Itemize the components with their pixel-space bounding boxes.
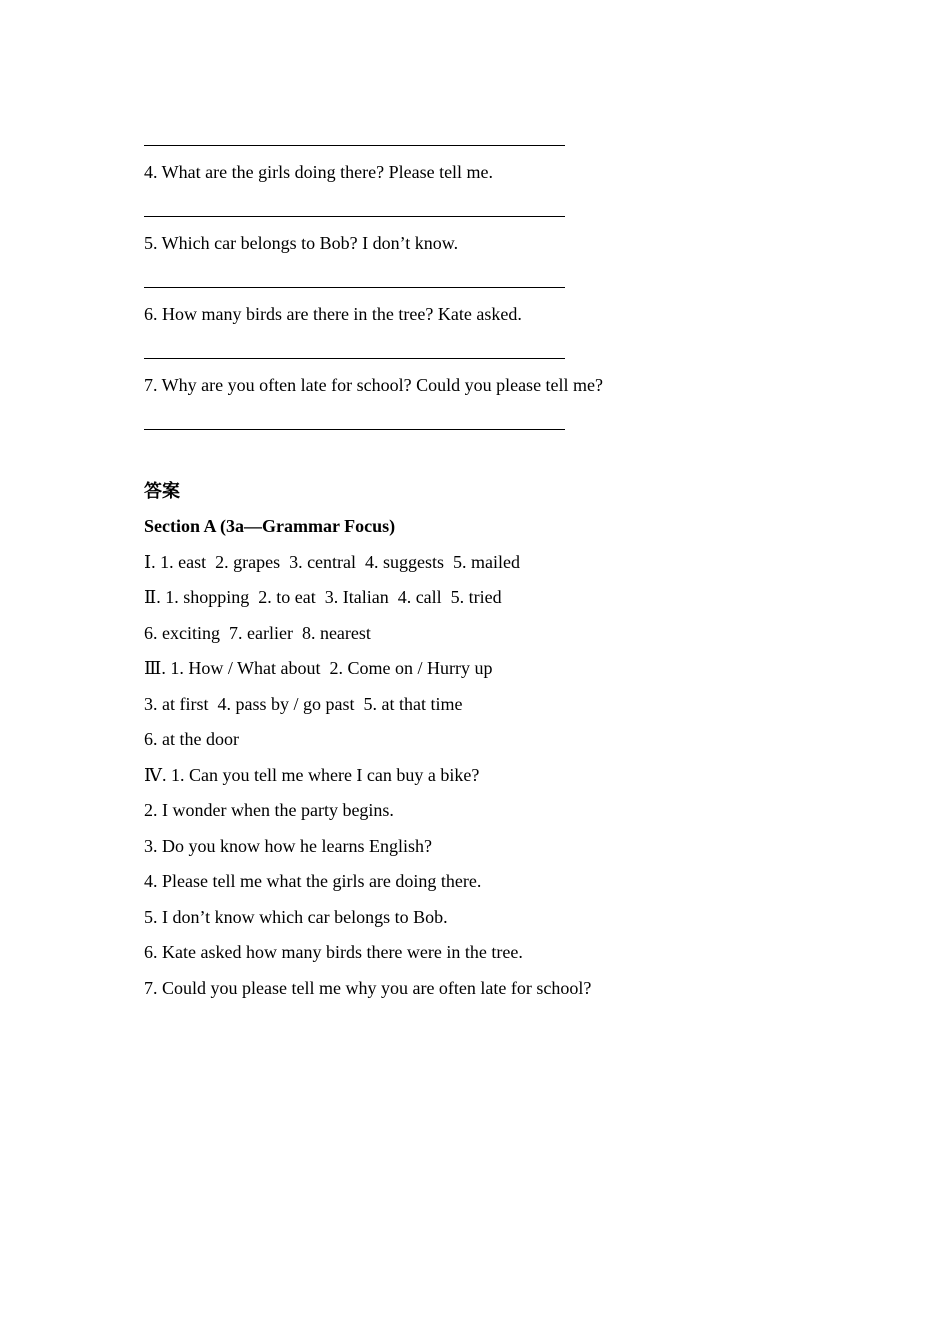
question-4: 4. What are the girls doing there? Please tell me. <box>144 162 494 182</box>
answer-blank-line <box>144 287 565 288</box>
answer-blank-line <box>144 145 565 146</box>
answer-line: 2. I wonder when the party begins. <box>144 800 394 820</box>
answer-blank-line <box>144 216 565 217</box>
answer-line: 6. Kate asked how many birds there were in the tree. <box>144 942 523 962</box>
answer-line: 4. Please tell me what the girls are doing there. <box>144 871 482 891</box>
question-6: 6. How many birds are there in the tree? Kate asked. <box>144 304 522 324</box>
answer-line: 3. at first 4. pass by / go past 5. at that time <box>144 694 463 714</box>
answer-blank-line <box>144 358 565 359</box>
answer-line: Ⅰ. 1. east 2. grapes 3. central 4. suggests 5. mailed <box>144 552 521 572</box>
answer-line: Ⅲ. 1. How / What about 2. Come on / Hurry up <box>144 658 493 678</box>
answer-line: Ⅱ. 1. shopping 2. to eat 3. Italian 4. call 5. tried <box>144 587 502 607</box>
answer-blank-line <box>144 429 565 430</box>
answer-line: 5. I don’t know which car belongs to Bob. <box>144 907 448 927</box>
section-heading: Section A (3a—Grammar Focus) <box>144 516 396 536</box>
answer-line: Ⅳ. 1. Can you tell me where I can buy a bike? <box>144 765 480 785</box>
answer-line: 7. Could you please tell me why you are often late for school? <box>144 978 592 998</box>
answers-title: 答案 <box>144 481 180 502</box>
answer-line: 6. at the door <box>144 729 239 749</box>
question-7: 7. Why are you often late for school? Could you please tell me? <box>144 375 604 395</box>
question-5: 5. Which car belongs to Bob? I don’t know. <box>144 233 459 253</box>
answer-line: 3. Do you know how he learns English? <box>144 836 432 856</box>
answer-line: 6. exciting 7. earlier 8. nearest <box>144 623 371 643</box>
